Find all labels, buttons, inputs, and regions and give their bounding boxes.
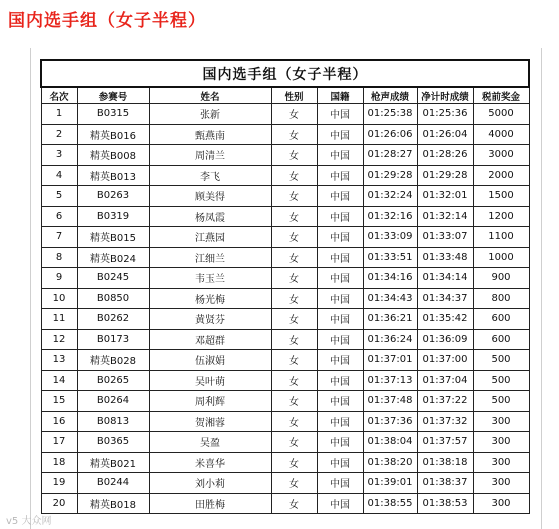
cell-prize: 600 <box>473 309 529 330</box>
table-row <box>41 493 529 514</box>
cell-bib: B0813 <box>77 411 149 432</box>
cell-gun-time: 01:37:13 <box>363 370 417 391</box>
cell-gender: 女 <box>271 370 317 391</box>
cell-prize: 900 <box>473 268 529 289</box>
cell-bib: B0263 <box>77 186 149 207</box>
cell-net-time: 01:33:07 <box>417 227 473 248</box>
cell-net-time: 01:33:48 <box>417 247 473 268</box>
cell-net-time: 01:26:04 <box>417 124 473 145</box>
cell-gun-time: 01:37:01 <box>363 350 417 371</box>
cell-gender: 女 <box>271 493 317 514</box>
cell-net-time: 01:29:28 <box>417 165 473 186</box>
cell-bib: 精英B024 <box>77 247 149 268</box>
cell-gun-time: 01:33:09 <box>363 227 417 248</box>
cell-prize: 800 <box>473 288 529 309</box>
cell-bib: 精英B021 <box>77 452 149 473</box>
cell-nationality: 中国 <box>317 165 363 186</box>
cell-bib: B0365 <box>77 432 149 453</box>
cell-nationality: 中国 <box>317 452 363 473</box>
page-heading: 国内选手组（女子半程） <box>8 11 206 31</box>
cell-rank: 15 <box>41 391 77 412</box>
cell-name: 米喜华 <box>149 452 271 473</box>
cell-rank: 5 <box>41 186 77 207</box>
cell-gun-time: 01:34:16 <box>363 268 417 289</box>
table-title-row <box>41 60 529 87</box>
cell-bib: B0319 <box>77 206 149 227</box>
cell-prize: 1200 <box>473 206 529 227</box>
cell-nationality: 中国 <box>317 309 363 330</box>
cell-gender: 女 <box>271 104 317 125</box>
cell-name: 李飞 <box>149 165 271 186</box>
table-row <box>41 247 529 268</box>
header-gun-time: 枪声成绩 <box>363 87 417 104</box>
cell-nationality: 中国 <box>317 104 363 125</box>
cell-nationality: 中国 <box>317 350 363 371</box>
cell-nationality: 中国 <box>317 206 363 227</box>
cell-net-time: 01:37:32 <box>417 411 473 432</box>
cell-rank: 16 <box>41 411 77 432</box>
cell-gender: 女 <box>271 432 317 453</box>
cell-name: 甄燕南 <box>149 124 271 145</box>
cell-prize: 300 <box>473 473 529 494</box>
header-prize: 税前奖金 <box>473 87 529 104</box>
table-row <box>41 186 529 207</box>
cell-bib: B0245 <box>77 268 149 289</box>
table-row <box>41 391 529 412</box>
cell-rank: 20 <box>41 493 77 514</box>
cell-rank: 6 <box>41 206 77 227</box>
cell-prize: 500 <box>473 391 529 412</box>
header-net-time: 净计时成绩 <box>417 87 473 104</box>
table-row <box>41 206 529 227</box>
cell-rank: 11 <box>41 309 77 330</box>
cell-gun-time: 01:32:16 <box>363 206 417 227</box>
header-gender: 性别 <box>271 87 317 104</box>
results-table <box>40 59 530 514</box>
table-row <box>41 124 529 145</box>
table-title: 国内选手组（女子半程） <box>41 60 529 87</box>
cell-nationality: 中国 <box>317 124 363 145</box>
cell-gender: 女 <box>271 391 317 412</box>
cell-nationality: 中国 <box>317 145 363 166</box>
cell-bib: 精英B016 <box>77 124 149 145</box>
cell-net-time: 01:34:37 <box>417 288 473 309</box>
cell-name: 杨凤霞 <box>149 206 271 227</box>
table-row <box>41 370 529 391</box>
cell-net-time: 01:38:37 <box>417 473 473 494</box>
cell-gun-time: 01:39:01 <box>363 473 417 494</box>
cell-gender: 女 <box>271 309 317 330</box>
cell-gender: 女 <box>271 288 317 309</box>
cell-name: 顾美得 <box>149 186 271 207</box>
cell-gun-time: 01:37:36 <box>363 411 417 432</box>
cell-prize: 500 <box>473 350 529 371</box>
cell-prize: 4000 <box>473 124 529 145</box>
cell-rank: 8 <box>41 247 77 268</box>
cell-nationality: 中国 <box>317 370 363 391</box>
cell-gender: 女 <box>271 124 317 145</box>
table-row <box>41 329 529 350</box>
cell-nationality: 中国 <box>317 268 363 289</box>
cell-rank: 19 <box>41 473 77 494</box>
table-row <box>41 268 529 289</box>
cell-name: 伍淑娟 <box>149 350 271 371</box>
cell-gender: 女 <box>271 452 317 473</box>
cell-gender: 女 <box>271 350 317 371</box>
cell-prize: 300 <box>473 493 529 514</box>
cell-nationality: 中国 <box>317 432 363 453</box>
cell-net-time: 01:38:53 <box>417 493 473 514</box>
header-rank: 名次 <box>41 87 77 104</box>
cell-bib: B0264 <box>77 391 149 412</box>
cell-bib: B0262 <box>77 309 149 330</box>
cell-name: 周利辉 <box>149 391 271 412</box>
cell-rank: 17 <box>41 432 77 453</box>
cell-prize: 1500 <box>473 186 529 207</box>
cell-gun-time: 01:38:55 <box>363 493 417 514</box>
cell-bib: B0244 <box>77 473 149 494</box>
cell-gun-time: 01:32:24 <box>363 186 417 207</box>
cell-gender: 女 <box>271 473 317 494</box>
cell-rank: 9 <box>41 268 77 289</box>
cell-bib: 精英B015 <box>77 227 149 248</box>
header-nationality: 国籍 <box>317 87 363 104</box>
cell-gender: 女 <box>271 329 317 350</box>
cell-gun-time: 01:38:20 <box>363 452 417 473</box>
cell-gender: 女 <box>271 227 317 248</box>
cell-nationality: 中国 <box>317 247 363 268</box>
cell-gun-time: 01:29:28 <box>363 165 417 186</box>
cell-prize: 1100 <box>473 227 529 248</box>
cell-prize: 300 <box>473 432 529 453</box>
cell-nationality: 中国 <box>317 227 363 248</box>
cell-gender: 女 <box>271 268 317 289</box>
cell-prize: 600 <box>473 329 529 350</box>
cell-nationality: 中国 <box>317 329 363 350</box>
cell-gun-time: 01:26:06 <box>363 124 417 145</box>
cell-gun-time: 01:36:21 <box>363 309 417 330</box>
table-row <box>41 227 529 248</box>
cell-name: 贺湘蓉 <box>149 411 271 432</box>
table-row <box>41 104 529 125</box>
cell-prize: 5000 <box>473 104 529 125</box>
table-row <box>41 288 529 309</box>
cell-bib: 精英B008 <box>77 145 149 166</box>
cell-rank: 18 <box>41 452 77 473</box>
cell-name: 黄贤芬 <box>149 309 271 330</box>
cell-gender: 女 <box>271 206 317 227</box>
cell-gender: 女 <box>271 165 317 186</box>
header-name: 姓名 <box>149 87 271 104</box>
cell-rank: 4 <box>41 165 77 186</box>
cell-rank: 7 <box>41 227 77 248</box>
cell-gun-time: 01:38:04 <box>363 432 417 453</box>
cell-bib: 精英B013 <box>77 165 149 186</box>
cell-net-time: 01:32:01 <box>417 186 473 207</box>
cell-name: 韦玉兰 <box>149 268 271 289</box>
cell-name: 江细兰 <box>149 247 271 268</box>
cell-prize: 300 <box>473 411 529 432</box>
cell-gun-time: 01:36:24 <box>363 329 417 350</box>
table-row <box>41 473 529 494</box>
cell-rank: 14 <box>41 370 77 391</box>
cell-net-time: 01:38:18 <box>417 452 473 473</box>
cell-bib: B0850 <box>77 288 149 309</box>
cell-name: 吴叶萌 <box>149 370 271 391</box>
table-row <box>41 432 529 453</box>
cell-bib: 精英B028 <box>77 350 149 371</box>
cell-gender: 女 <box>271 186 317 207</box>
cell-net-time: 01:37:00 <box>417 350 473 371</box>
cell-prize: 300 <box>473 452 529 473</box>
table-row <box>41 145 529 166</box>
cell-net-time: 01:37:04 <box>417 370 473 391</box>
cell-name: 吴盈 <box>149 432 271 453</box>
cell-nationality: 中国 <box>317 493 363 514</box>
cell-bib: B0173 <box>77 329 149 350</box>
cell-prize: 500 <box>473 370 529 391</box>
cell-name: 周清兰 <box>149 145 271 166</box>
cell-prize: 3000 <box>473 145 529 166</box>
cell-nationality: 中国 <box>317 411 363 432</box>
cell-bib: 精英B018 <box>77 493 149 514</box>
cell-net-time: 01:28:26 <box>417 145 473 166</box>
cell-gun-time: 01:28:27 <box>363 145 417 166</box>
cell-rank: 1 <box>41 104 77 125</box>
cell-gun-time: 01:33:51 <box>363 247 417 268</box>
cell-gun-time: 01:37:48 <box>363 391 417 412</box>
table-row <box>41 411 529 432</box>
cell-nationality: 中国 <box>317 186 363 207</box>
cell-nationality: 中国 <box>317 473 363 494</box>
cell-nationality: 中国 <box>317 391 363 412</box>
watermark: v5 大众网 <box>6 516 52 527</box>
table-header-row <box>41 87 529 104</box>
cell-net-time: 01:34:14 <box>417 268 473 289</box>
cell-rank: 12 <box>41 329 77 350</box>
cell-name: 邓超群 <box>149 329 271 350</box>
cell-rank: 3 <box>41 145 77 166</box>
cell-prize: 2000 <box>473 165 529 186</box>
header-bib: 参赛号 <box>77 87 149 104</box>
table-row <box>41 309 529 330</box>
cell-rank: 13 <box>41 350 77 371</box>
cell-gun-time: 01:34:43 <box>363 288 417 309</box>
cell-rank: 2 <box>41 124 77 145</box>
table-row <box>41 350 529 371</box>
cell-net-time: 01:36:09 <box>417 329 473 350</box>
cell-gender: 女 <box>271 247 317 268</box>
table-row <box>41 452 529 473</box>
cell-name: 刘小莉 <box>149 473 271 494</box>
cell-name: 张新 <box>149 104 271 125</box>
cell-net-time: 01:35:42 <box>417 309 473 330</box>
cell-name: 杨光梅 <box>149 288 271 309</box>
cell-bib: B0265 <box>77 370 149 391</box>
cell-net-time: 01:32:14 <box>417 206 473 227</box>
cell-gun-time: 01:25:38 <box>363 104 417 125</box>
cell-nationality: 中国 <box>317 288 363 309</box>
cell-net-time: 01:25:36 <box>417 104 473 125</box>
cell-gender: 女 <box>271 145 317 166</box>
cell-net-time: 01:37:22 <box>417 391 473 412</box>
cell-name: 江燕园 <box>149 227 271 248</box>
cell-name: 田胜梅 <box>149 493 271 514</box>
cell-prize: 1000 <box>473 247 529 268</box>
cell-gender: 女 <box>271 411 317 432</box>
cell-bib: B0315 <box>77 104 149 125</box>
table-row <box>41 165 529 186</box>
cell-rank: 10 <box>41 288 77 309</box>
cell-net-time: 01:37:57 <box>417 432 473 453</box>
